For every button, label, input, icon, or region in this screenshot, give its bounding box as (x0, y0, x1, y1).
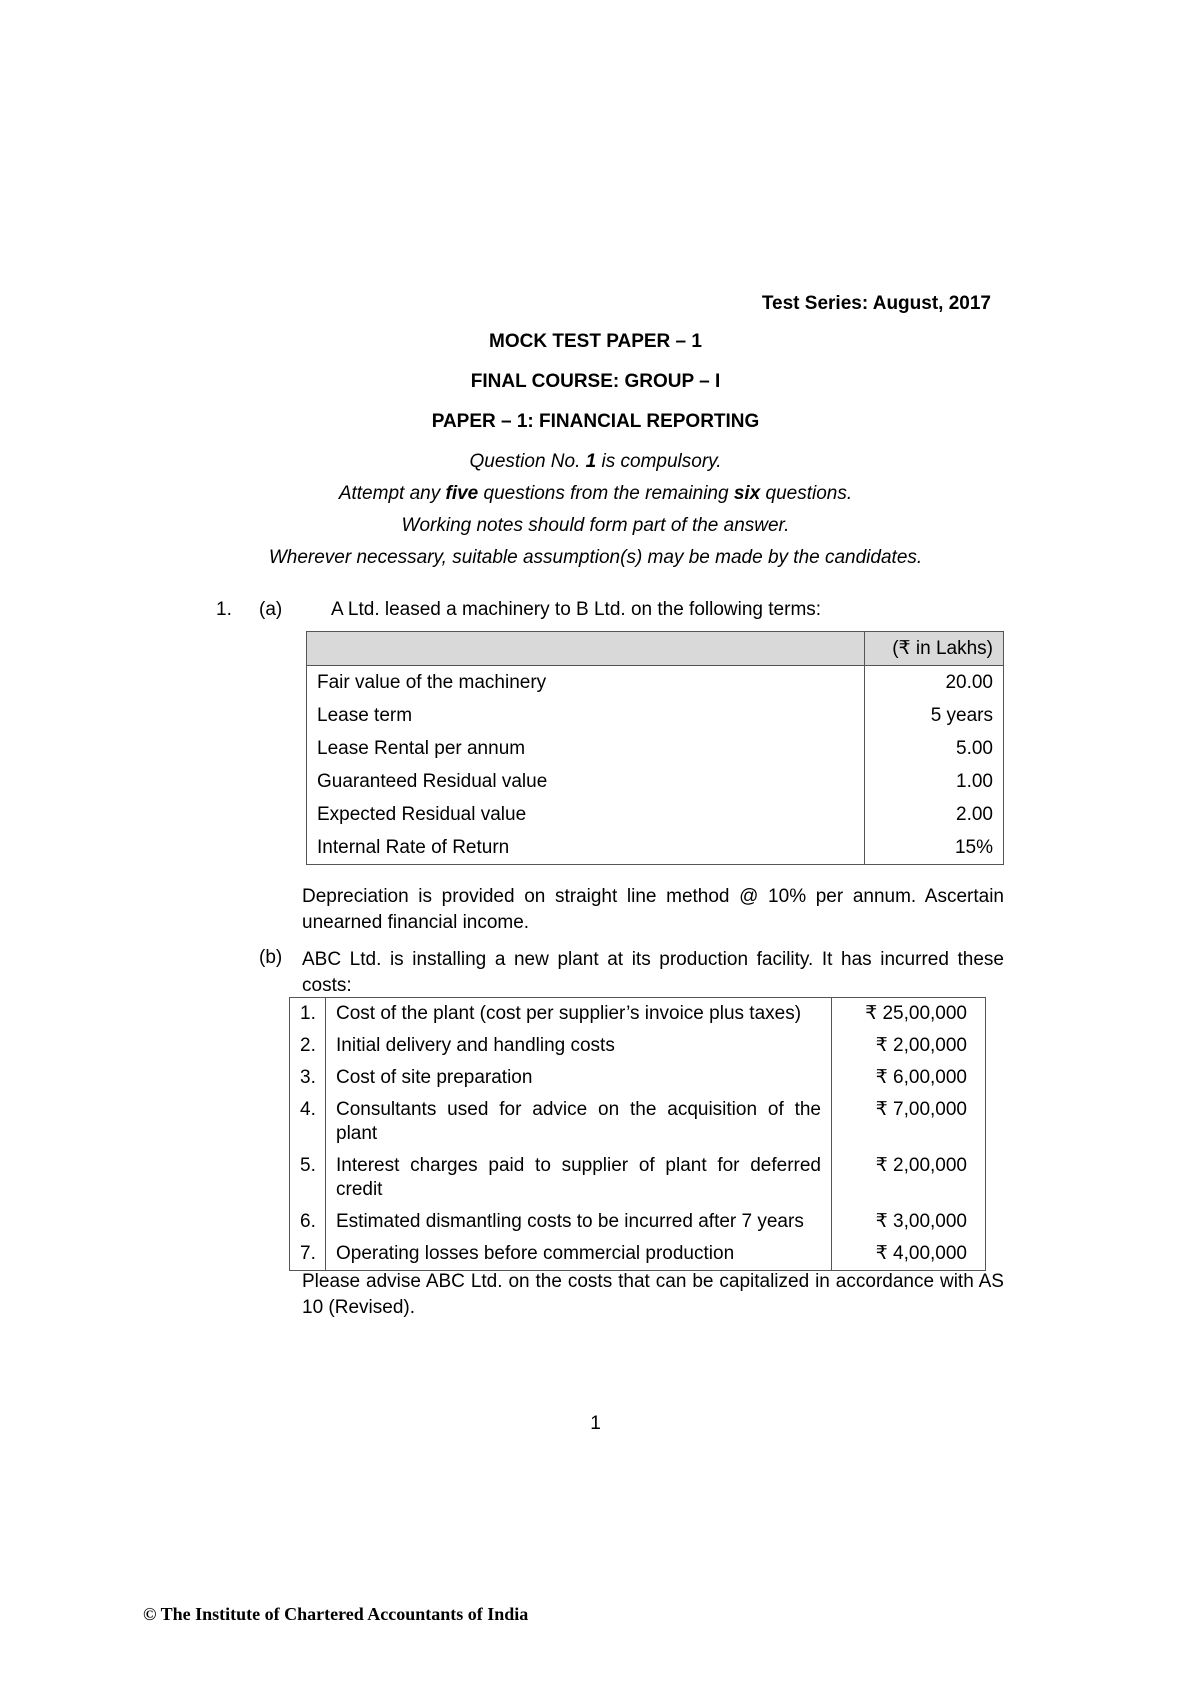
course-title: FINAL COURSE: GROUP – I (470, 371, 721, 392)
table-row (290, 1030, 986, 1062)
cost-row-number: 2. (290, 1030, 326, 1062)
page-number: 1 (590, 1413, 601, 1434)
question-number: 1. (216, 599, 232, 620)
cost-row-amount: ₹ 7,00,000 (875, 1099, 967, 1120)
lease-row-value: 5.00 (956, 737, 993, 759)
lease-row-value: 1.00 (956, 770, 993, 792)
table-header-blank (307, 632, 865, 666)
cost-row-desc: Interest charges paid to supplier of plant for deferred credit (326, 1150, 832, 1206)
cost-row-number: 6. (290, 1206, 326, 1238)
cost-row-desc: Operating losses before commercial production (326, 1238, 832, 1271)
cost-row-number: 7. (290, 1238, 326, 1271)
instruction-line-3: Working notes should form part of the answer. (401, 515, 790, 536)
table-row (307, 831, 1004, 865)
table-row (307, 666, 1004, 700)
table-row (307, 798, 1004, 831)
table-row (290, 1062, 986, 1094)
part-b-closing: Please advise ABC Ltd. on the costs that can be capitalized in accordance with AS 10 (Revised). (302, 1271, 1004, 1318)
part-b-label: (b) (259, 947, 283, 968)
cost-row-number: 3. (290, 1062, 326, 1094)
plant-costs-table (289, 997, 986, 1271)
part-b-intro: ABC Ltd. is installing a new plant at its production facility. It has incurred these costs: (302, 949, 1004, 996)
lease-row-value: 20.00 (945, 671, 993, 693)
cost-row-desc: Estimated dismantling costs to be incurred after 7 years (326, 1206, 832, 1238)
table-header-row (307, 632, 1004, 666)
lease-terms-table (306, 631, 1004, 865)
lease-row-value: 15% (954, 836, 993, 858)
cost-row-amount: ₹ 2,00,000 (875, 1035, 967, 1056)
cost-row-amount: ₹ 4,00,000 (875, 1243, 967, 1264)
footer-copyright: © The Institute of Chartered Accountants of India (143, 1604, 529, 1624)
instruction-line-4: Wherever necessary, suitable assumption(s) may be made by the candidates. (268, 547, 923, 568)
part-a-note: Depreciation is provided on straight line method @ 10% per annum. Ascertain unearned financial income. (302, 886, 1004, 933)
paper-title: MOCK TEST PAPER – 1 (489, 331, 702, 352)
table-row (307, 765, 1004, 798)
part-a-intro: A Ltd. leased a machinery to B Ltd. on the following terms: (331, 599, 822, 620)
cost-row-desc: Cost of site preparation (326, 1062, 832, 1094)
lease-row-desc: Lease term (307, 699, 865, 732)
table-row (290, 998, 986, 1031)
lease-row-desc: Lease Rental per annum (307, 732, 865, 765)
cost-row-amount: ₹ 25,00,000 (865, 1003, 967, 1024)
cost-row-desc: Initial delivery and handling costs (326, 1030, 832, 1062)
cost-row-number: 5. (290, 1150, 326, 1206)
table-row (290, 1238, 986, 1271)
lease-row-desc: Internal Rate of Return (307, 831, 865, 865)
table-row (290, 1094, 986, 1150)
table-row (307, 699, 1004, 732)
lease-row-desc: Guaranteed Residual value (307, 765, 865, 798)
cost-row-amount: ₹ 2,00,000 (875, 1155, 967, 1176)
cost-row-number: 1. (290, 998, 326, 1031)
lease-row-desc: Expected Residual value (307, 798, 865, 831)
test-series-label: Test Series: August, 2017 (761, 293, 991, 314)
table-row (290, 1206, 986, 1238)
cost-row-amount: ₹ 3,00,000 (875, 1211, 967, 1232)
part-a-label: (a) (259, 599, 283, 620)
instruction-line-2: Attempt any five questions from the remaining six questions. (338, 483, 853, 504)
lease-row-value: 2.00 (956, 803, 993, 825)
cost-row-desc: Consultants used for advice on the acquisition of the plant (326, 1094, 832, 1150)
table-row (307, 732, 1004, 765)
cost-row-desc: Cost of the plant (cost per supplier’s invoice plus taxes) (326, 998, 832, 1031)
cost-row-amount: ₹ 6,00,000 (875, 1067, 967, 1088)
paper-subject: PAPER – 1: FINANCIAL REPORTING (431, 411, 760, 432)
instruction-line-1: Question No. 1 is compulsory. (469, 451, 722, 472)
table-header-unit: (₹ in Lakhs) (865, 632, 1004, 666)
lease-row-desc: Fair value of the machinery (307, 666, 865, 700)
table-row (290, 1150, 986, 1206)
cost-row-number: 4. (290, 1094, 326, 1150)
lease-row-value: 5 years (930, 704, 993, 726)
